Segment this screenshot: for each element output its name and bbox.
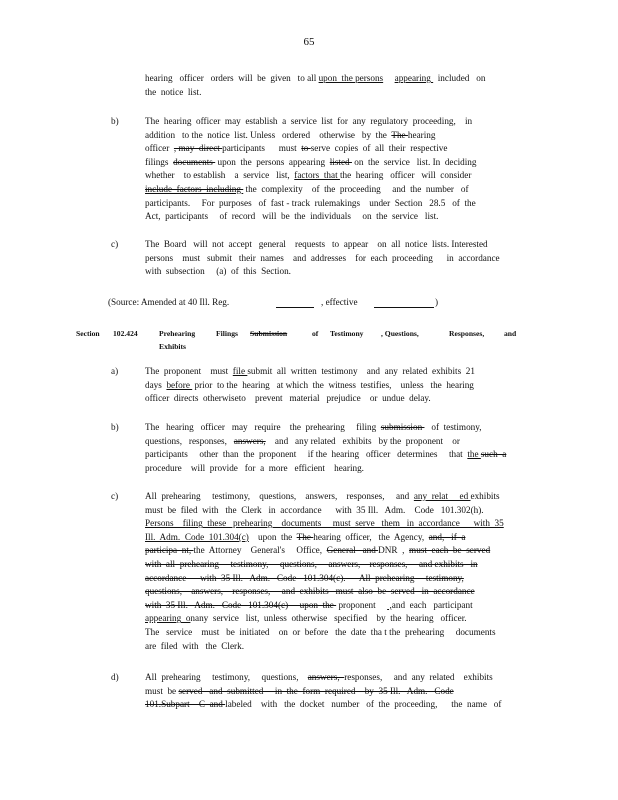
inserted-text: Ill. Adm. Code 101.304(c) [145, 531, 249, 542]
text-line [145, 435, 535, 449]
heading-word-filings: Filings [216, 329, 238, 338]
text-line [145, 115, 535, 129]
text-run: labeled with the docket number of the proceeding, the name of [225, 699, 502, 710]
deleted-text: General and [326, 545, 379, 556]
text-line [145, 238, 535, 252]
text-run: hearing officer orders will be given to all [145, 73, 319, 83]
text-run: hearing [407, 129, 436, 140]
sec-c-label: c) [111, 491, 119, 501]
heading-word-prehearing: Prehearing [159, 329, 196, 338]
text-run: The service must be initiated on or before the date tha t the prehearing documents [145, 626, 496, 637]
text-run: included on [433, 73, 486, 83]
text-run: submit all written testimony and any related exhibits 21 [247, 366, 475, 376]
sec-b-label: b) [111, 422, 119, 432]
text-run: are filed with the Clerk. [145, 640, 244, 651]
text-run: participants other than the proponent if the hearing officer determines that [145, 449, 468, 460]
text-run: responses, and any related exhibits [344, 672, 493, 682]
text-line [145, 252, 535, 266]
text-run: serve copies of all their respective [310, 143, 448, 154]
source-blank-date [374, 306, 434, 308]
text-run: prior to the hearing at which the witness testifies, unless the hearing [192, 379, 474, 390]
text-line [145, 612, 535, 626]
text-run: upon the persons appearing [215, 156, 330, 167]
deleted-text: served and submitted in the form required by 35 Ill. Adm. Code [178, 685, 454, 696]
text-line [145, 365, 535, 379]
source-effective: , effective [321, 297, 358, 307]
text-run: The hearing officer may require the prehearing filing [145, 422, 381, 432]
source-close: ) [435, 297, 439, 307]
text-line [145, 129, 535, 143]
inserted-text: any relat ed [413, 491, 471, 501]
deleted-text: questions, answers, responses, and exhibits must also be served in accordance [145, 586, 475, 597]
text-run: the complexity of the proceeding and the number of [243, 183, 469, 194]
deleted-text: answers, [307, 672, 345, 682]
sec-a-text [145, 365, 535, 406]
text-run: participants. For purposes of fast - track rulemakings under Section 28.5 of the [145, 197, 476, 208]
inserted-text: before [166, 379, 193, 390]
text-line [145, 183, 535, 197]
text-line [145, 572, 535, 586]
text-run: and each participant [391, 599, 473, 610]
inserted-text: appearing o [145, 613, 191, 624]
text-run: proponent [336, 599, 388, 610]
text-run: Act, participants of record will be the individuals on the service list. [145, 211, 439, 222]
text-run: addition to the notice list. Unless ordered otherwise by the [145, 129, 392, 140]
inserted-text: appearing [394, 73, 434, 83]
para-b-text [145, 115, 535, 224]
text-run: officer [145, 143, 174, 154]
text-line [145, 392, 535, 406]
inserted-text: factors that [294, 170, 340, 181]
para-c-text [145, 238, 535, 279]
text-run: of testimony, [424, 422, 482, 432]
section-label: Section [76, 329, 100, 338]
deleted-text: to [301, 143, 311, 154]
text-line [145, 558, 535, 572]
heading-word-questions: , Questions, [381, 329, 419, 338]
deleted-text: 101.Subpart C and [145, 699, 226, 710]
page-number: 65 [303, 36, 315, 48]
text-run: must be filed with the Clerk in accordance with 35 Ill. Adm. Code 101.302(h). [145, 504, 484, 515]
text-line [145, 599, 535, 613]
text-line [145, 490, 535, 504]
text-run: with subsection (a) of this Section. [145, 266, 291, 277]
deleted-text: The [296, 531, 314, 542]
text-run: participants must [222, 143, 302, 154]
text-run: filings [145, 156, 174, 167]
text-run: days [145, 379, 167, 390]
sec-a-label: a) [111, 366, 119, 376]
sec-d-text [145, 671, 535, 712]
text-line [145, 698, 535, 712]
source-text: (Source: Amended at 40 Ill. Reg. [108, 297, 230, 307]
source-blank-reg [276, 306, 314, 308]
text-run: the Attorney General's Office, [193, 545, 327, 556]
text-line [145, 585, 535, 599]
text-line [145, 379, 535, 393]
section-code: 102.424 [113, 329, 138, 338]
text-line [145, 517, 535, 531]
text-line [145, 197, 535, 211]
text-line [145, 265, 535, 279]
text-run: hearing officer, the Agency, [313, 531, 429, 542]
deleted-text: must each be served [409, 545, 491, 556]
text-run: whether to establish a service list, [145, 170, 295, 181]
text-run: The Board will not accept general requests to appear on all notice lists. Interested [145, 239, 488, 249]
text-run: The hearing officer may establish a service list for any regulatory proceeding, in [145, 116, 473, 126]
inserted-text: , [387, 599, 392, 610]
text-run [383, 73, 394, 83]
text-line [145, 626, 535, 640]
source-note [108, 296, 548, 310]
text-line [145, 142, 535, 156]
text-run: must be [145, 685, 179, 696]
deleted-text: The [391, 129, 408, 140]
text-line [145, 504, 535, 518]
deleted-text: participa nt, [145, 545, 194, 556]
deleted-text: with 35 Ill. Adm. Code 101.304(c) upon the [145, 599, 337, 610]
text-run: All prehearing testimony, questions, answers, responses, and [145, 491, 414, 501]
text-line [145, 544, 535, 558]
inserted-text: Persons filing these prehearing documents must serve them in accordance with 35 [145, 518, 504, 529]
text-line [145, 671, 535, 685]
deleted-text: and, if a [428, 531, 466, 542]
sec-c-text [145, 490, 535, 653]
heading-word-submission: Submission [250, 329, 288, 338]
text-line [145, 462, 535, 476]
inserted-text: include factors including [145, 183, 244, 194]
text-line [145, 685, 535, 699]
text-line [145, 156, 535, 170]
text-line [145, 86, 535, 100]
deleted-text: answers, [233, 435, 266, 446]
heading-word-testimony: Testimony [330, 329, 364, 338]
text-run: persons must submit their names and addresses for each proceeding in accordance [145, 252, 500, 263]
deleted-text: with all prehearing testimony, questions, answers, responses, and exhibits in [145, 558, 478, 569]
heading-word-and: and [504, 329, 517, 338]
text-run: on the service list. In deciding [351, 156, 477, 167]
text-run: nany service list, unless otherwise specified by the hearing officer. [190, 613, 467, 624]
text-line [145, 448, 535, 462]
inserted-text: upon the persons [318, 73, 384, 83]
para-c-label: c) [111, 239, 119, 249]
text-run: DNR , [378, 545, 410, 556]
deleted-text: submission [380, 422, 425, 432]
text-run: the notice list. [145, 86, 202, 97]
inserted-text: the [467, 449, 481, 460]
text-run: procedure will provide for a more efficient hearing. [145, 462, 364, 473]
text-run: All prehearing testimony, questions, [145, 672, 308, 682]
inserted-text: file [232, 366, 248, 376]
text-run: The proponent must [145, 366, 233, 376]
text-run: upon the [248, 531, 297, 542]
text-run: exhibits [470, 491, 500, 501]
text-run: questions, responses, [145, 435, 234, 446]
text-line [145, 421, 535, 435]
text-run: the hearing officer will consider [339, 170, 472, 181]
deleted-text: such a [480, 449, 507, 460]
text-line [145, 210, 535, 224]
deleted-text: listed [329, 156, 352, 167]
heading-word-of: of [312, 329, 319, 338]
text-line [145, 72, 535, 86]
text-line [145, 531, 535, 545]
heading-word-exhibits: Exhibits [159, 342, 187, 351]
para-b-label: b) [111, 116, 119, 126]
intro-paragraph [145, 72, 535, 99]
text-run: officer directs otherwiseto prevent material prejudice or undue delay. [145, 393, 431, 404]
text-line [145, 640, 535, 654]
deleted-text: documents [173, 156, 216, 167]
heading-word-responses: Responses, [449, 329, 485, 338]
text-run: and any related exhibits by the proponent or [265, 435, 460, 446]
sec-b-text [145, 421, 535, 475]
text-line [145, 169, 535, 183]
deleted-text: accordance with 35 Ill. Adm. Code 101.304(c). All prehearing testimony, [145, 572, 464, 583]
sec-d-label: d) [111, 672, 119, 682]
deleted-text: , may direct [173, 143, 223, 154]
